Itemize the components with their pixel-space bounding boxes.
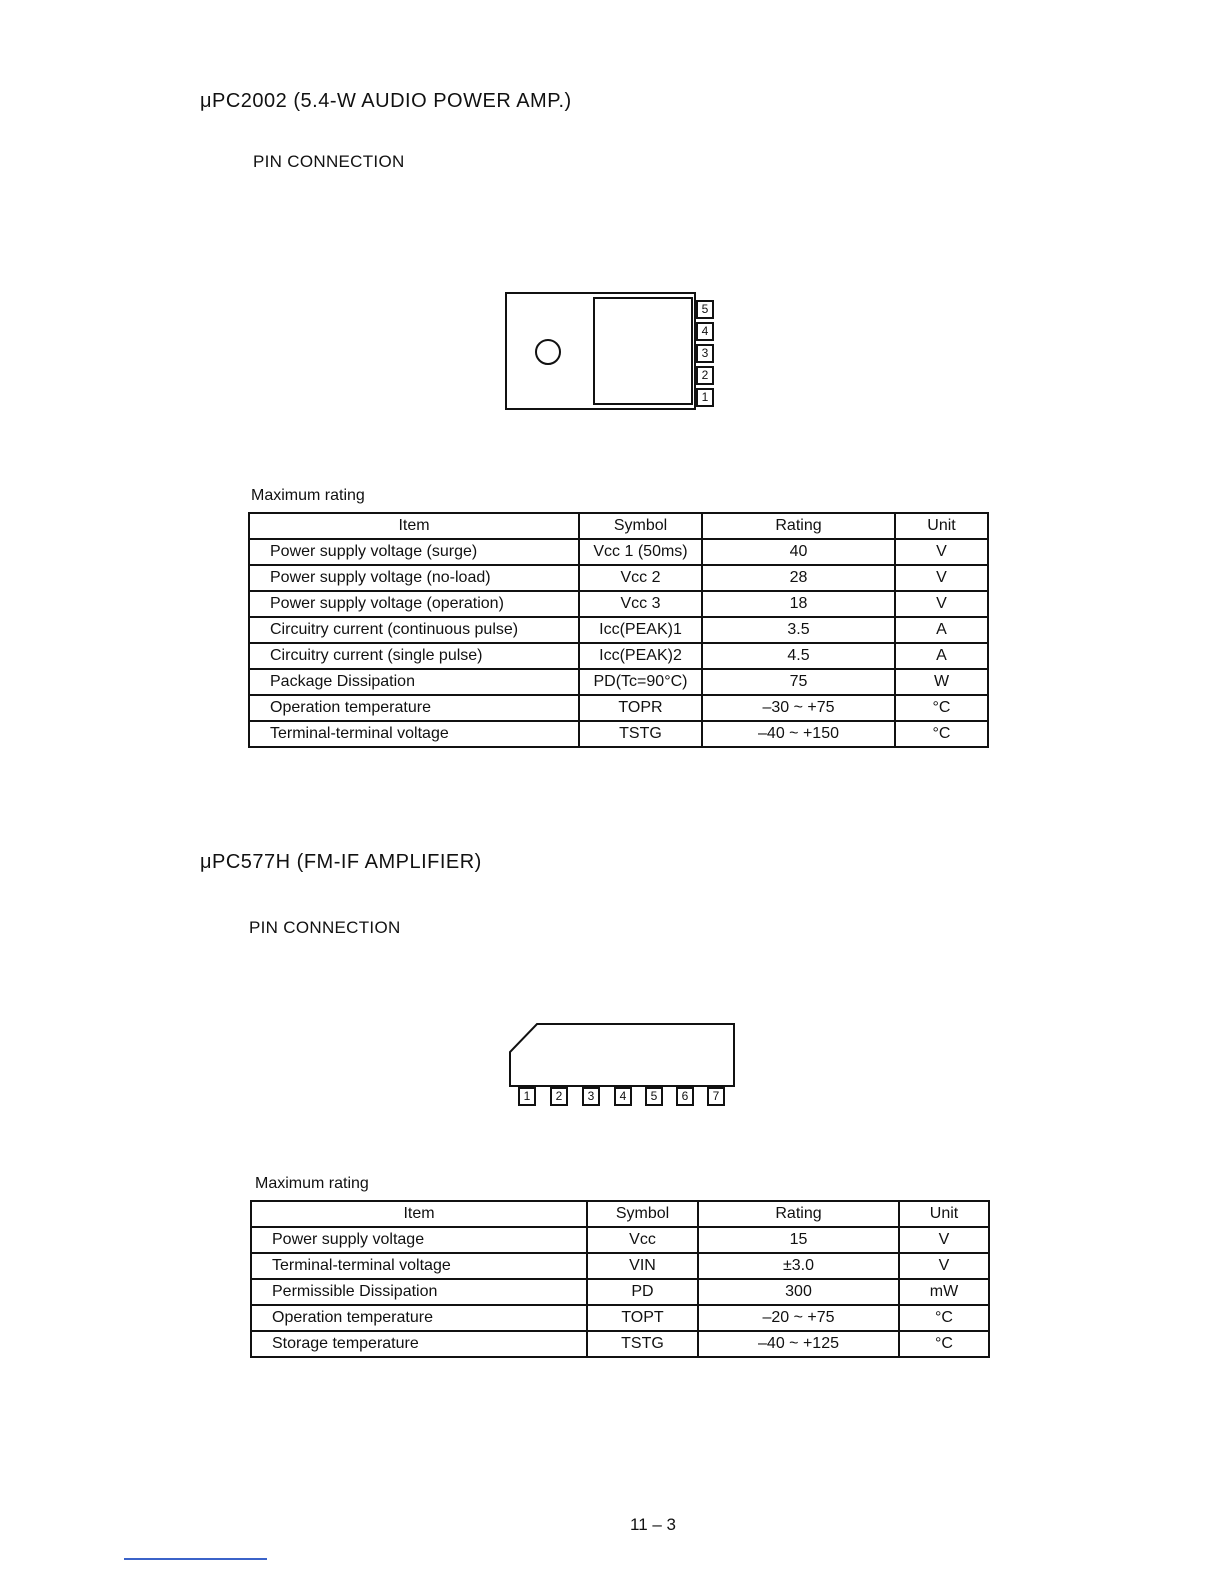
table-row — [251, 1253, 989, 1279]
table-row — [249, 669, 988, 695]
cell-rating: –20 ~ +75 — [698, 1305, 899, 1331]
package-heatsink-tab — [594, 298, 692, 404]
table-row — [249, 539, 988, 565]
table-row — [249, 695, 988, 721]
cell-rating: –40 ~ +125 — [698, 1331, 899, 1357]
cell-unit: V — [895, 539, 988, 565]
cell-symbol: TOPT — [587, 1305, 698, 1331]
cell-rating: 40 — [702, 539, 895, 565]
pin-label: 4 — [614, 1087, 632, 1106]
cell-unit: °C — [895, 721, 988, 747]
table-row — [251, 1227, 989, 1253]
table-row — [249, 643, 988, 669]
page-number: 11 – 3 — [630, 1515, 677, 1534]
cell-unit: V — [895, 565, 988, 591]
cell-unit: V — [899, 1253, 989, 1279]
cell-unit: V — [895, 591, 988, 617]
cell-unit: °C — [899, 1331, 989, 1357]
table-header-row — [251, 1201, 989, 1227]
upc2002-package-diagram — [500, 288, 720, 416]
sip-package-outline — [510, 1024, 734, 1086]
header-unit: Unit — [899, 1201, 989, 1227]
section1-pin-heading: PIN CONNECTION — [253, 152, 405, 171]
table-row — [249, 721, 988, 747]
cell-item: Power supply voltage — [251, 1227, 587, 1253]
header-rating: Rating — [698, 1201, 899, 1227]
cell-unit: mW — [899, 1279, 989, 1305]
pin-label: 7 — [707, 1087, 725, 1106]
cell-rating: 300 — [698, 1279, 899, 1305]
table-row — [249, 591, 988, 617]
footer-rule — [124, 1558, 267, 1560]
pin-label: 5 — [645, 1087, 663, 1106]
pin-label: 1 — [518, 1087, 536, 1106]
pin-label: 1 — [696, 388, 714, 407]
cell-symbol: Vcc — [587, 1227, 698, 1253]
cell-item: Operation temperature — [249, 695, 579, 721]
section2-rating-caption: Maximum rating — [255, 1175, 369, 1192]
pin-label: 5 — [696, 300, 714, 319]
cell-unit: A — [895, 643, 988, 669]
cell-symbol: Vcc 3 — [579, 591, 702, 617]
cell-symbol: Vcc 2 — [579, 565, 702, 591]
cell-symbol: TOPR — [579, 695, 702, 721]
header-item: Item — [251, 1201, 587, 1227]
pin-label: 2 — [696, 366, 714, 385]
cell-item: Terminal-terminal voltage — [249, 721, 579, 747]
cell-item: Terminal-terminal voltage — [251, 1253, 587, 1279]
cell-symbol: Vcc 1 (50ms) — [579, 539, 702, 565]
cell-unit: °C — [899, 1305, 989, 1331]
cell-unit: W — [895, 669, 988, 695]
cell-item: Circuitry current (single pulse) — [249, 643, 579, 669]
cell-unit: °C — [895, 695, 988, 721]
cell-symbol: TSTG — [587, 1331, 698, 1357]
cell-symbol: Icc(PEAK)1 — [579, 617, 702, 643]
cell-rating: 18 — [702, 591, 895, 617]
header-item: Item — [249, 513, 579, 539]
cell-rating: 4.5 — [702, 643, 895, 669]
section1-title: μPC2002 (5.4-W AUDIO POWER AMP.) — [200, 90, 572, 112]
cell-rating: –40 ~ +150 — [702, 721, 895, 747]
mounting-hole — [536, 340, 560, 364]
pin-label: 3 — [582, 1087, 600, 1106]
upc577h-package-diagram — [505, 1018, 741, 1090]
cell-item: Power supply voltage (operation) — [249, 591, 579, 617]
header-rating: Rating — [702, 513, 895, 539]
pin-label: 2 — [550, 1087, 568, 1106]
cell-rating: 28 — [702, 565, 895, 591]
pin-label: 3 — [696, 344, 714, 363]
cell-rating: 3.5 — [702, 617, 895, 643]
section1-rating-table — [248, 512, 989, 748]
cell-rating: 75 — [702, 669, 895, 695]
cell-rating: –30 ~ +75 — [702, 695, 895, 721]
section2-pin-heading: PIN CONNECTION — [249, 918, 401, 937]
cell-symbol: VIN — [587, 1253, 698, 1279]
table-row — [249, 617, 988, 643]
table-row — [249, 565, 988, 591]
pin-label: 4 — [696, 322, 714, 341]
section2-rating-table — [250, 1200, 990, 1358]
section2-title: μPC577H (FM-IF AMPLIFIER) — [200, 851, 482, 873]
cell-item: Power supply voltage (no-load) — [249, 565, 579, 591]
cell-item: Package Dissipation — [249, 669, 579, 695]
cell-item: Power supply voltage (surge) — [249, 539, 579, 565]
cell-symbol: PD — [587, 1279, 698, 1305]
cell-item: Circuitry current (continuous pulse) — [249, 617, 579, 643]
cell-item: Operation temperature — [251, 1305, 587, 1331]
table-row — [251, 1279, 989, 1305]
cell-item: Storage temperature — [251, 1331, 587, 1357]
table-header-row — [249, 513, 988, 539]
cell-unit: A — [895, 617, 988, 643]
cell-unit: V — [899, 1227, 989, 1253]
header-symbol: Symbol — [587, 1201, 698, 1227]
cell-symbol: PD(Tc=90°C) — [579, 669, 702, 695]
section1-rating-caption: Maximum rating — [251, 487, 365, 504]
table-row — [251, 1305, 989, 1331]
table-row — [251, 1331, 989, 1357]
package-outline — [506, 293, 695, 409]
pin-label: 6 — [676, 1087, 694, 1106]
cell-symbol: TSTG — [579, 721, 702, 747]
header-symbol: Symbol — [579, 513, 702, 539]
cell-rating: ±3.0 — [698, 1253, 899, 1279]
cell-symbol: Icc(PEAK)2 — [579, 643, 702, 669]
cell-item: Permissible Dissipation — [251, 1279, 587, 1305]
cell-rating: 15 — [698, 1227, 899, 1253]
header-unit: Unit — [895, 513, 988, 539]
